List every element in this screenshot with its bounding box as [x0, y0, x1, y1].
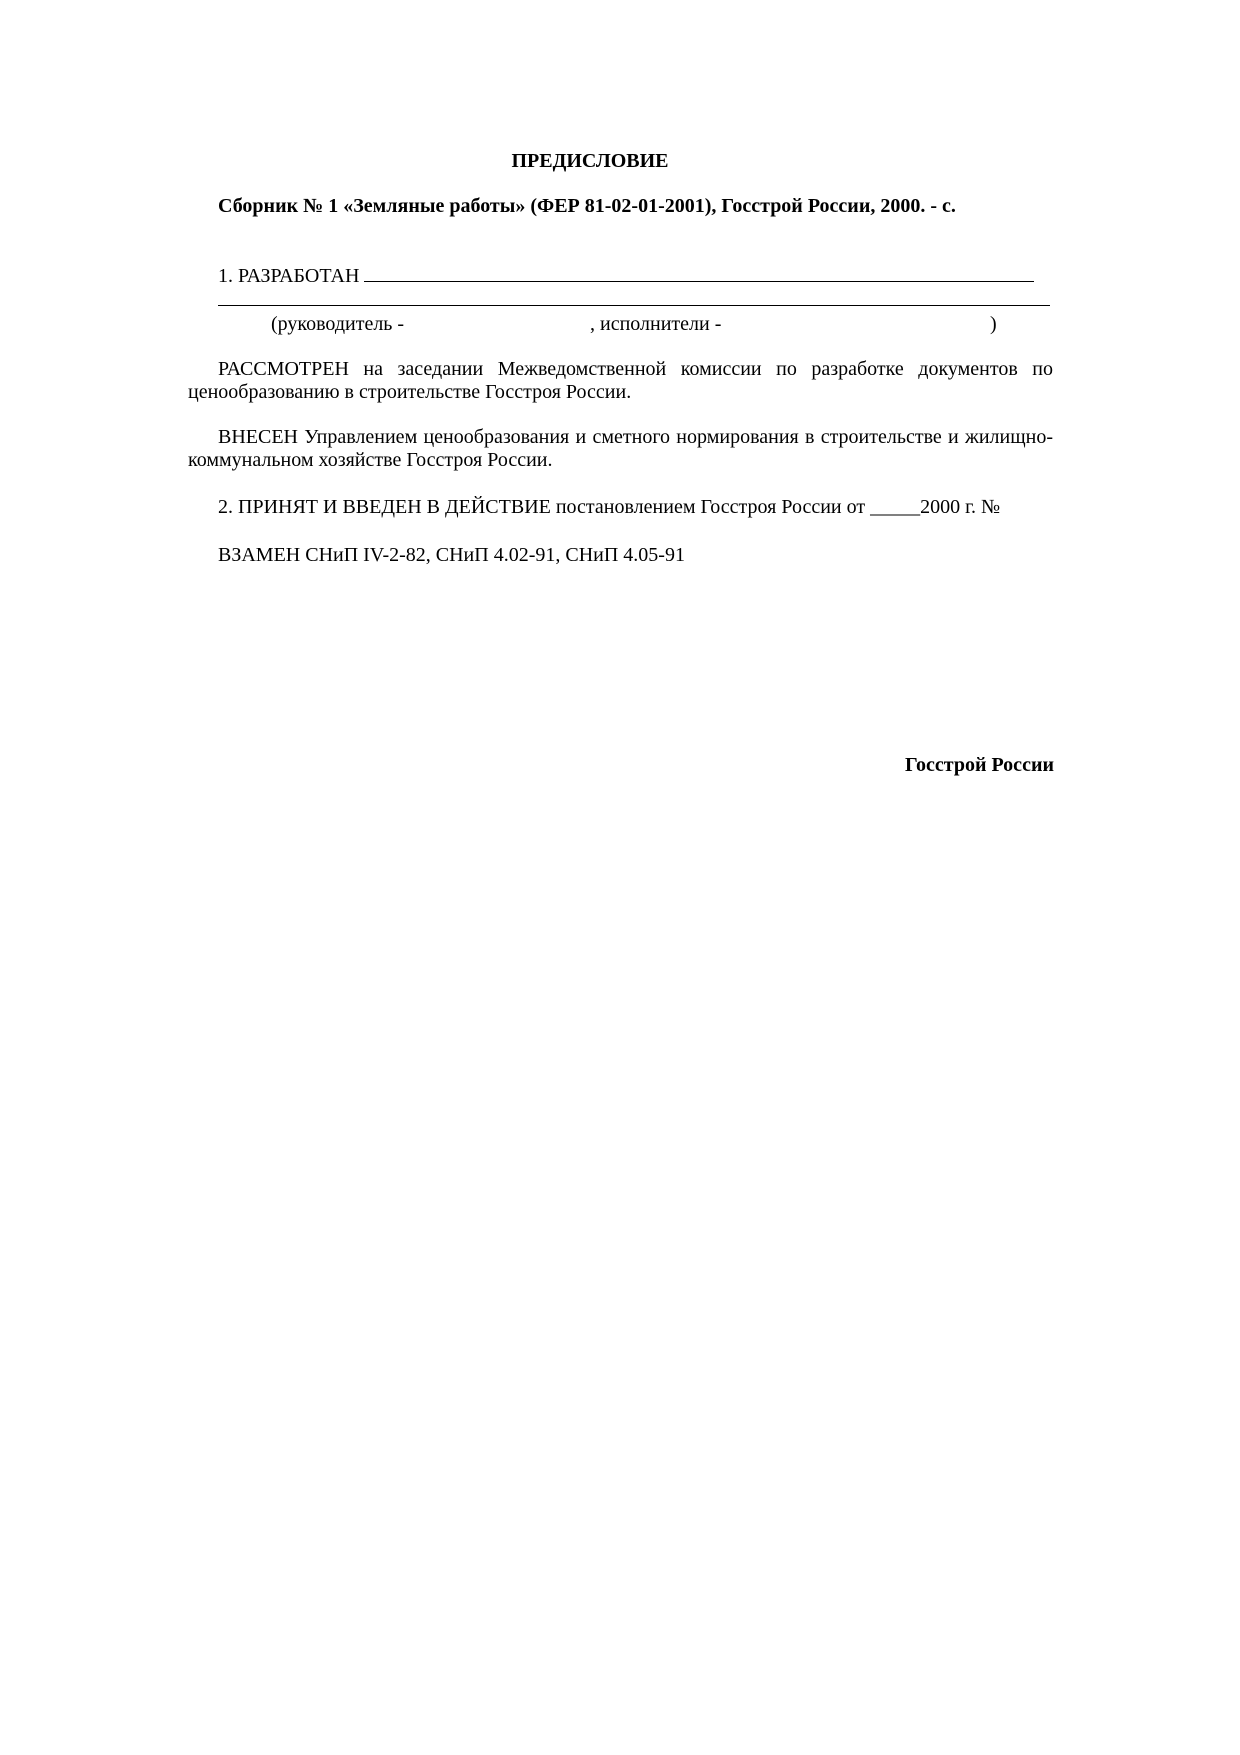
roles-head: (руководитель -	[271, 313, 405, 335]
developed-continuation-rule	[218, 305, 1050, 306]
adopted-line: 2. ПРИНЯТ И ВВЕДЕН В ДЕЙСТВИЕ постановлением Госстроя России от _____2000 г. №	[218, 496, 1001, 518]
reviewed-paragraph: РАССМОТРЕН на заседании Межведомственной комиссии по разработке документов по ценообразованию в строительстве Госстроя России.	[188, 358, 1053, 403]
page-heading: ПРЕДИСЛОВИЕ	[511, 150, 669, 172]
roles-executors: , исполнители -	[590, 313, 722, 335]
document-subtitle: Сборник № 1 «Земляные работы» (ФЕР 81-02-01-2001), Госстрой России, 2000. - с.	[218, 195, 956, 217]
developed-line	[218, 264, 1034, 288]
developed-label: 1. РАЗРАБОТАН	[218, 265, 360, 287]
signature: Госстрой России	[905, 754, 1054, 776]
developed-fill-line	[364, 264, 1034, 282]
replaces-line: ВЗАМЕН СНиП IV-2-82, СНиП 4.02-91, СНиП 4.05-91	[218, 544, 685, 566]
roles-close-paren: )	[990, 313, 997, 335]
submitted-paragraph: ВНЕСЕН Управлением ценообразования и сметного нормирования в строительстве и жилищно-коммунальном хозяйстве Госстроя России.	[188, 426, 1053, 471]
